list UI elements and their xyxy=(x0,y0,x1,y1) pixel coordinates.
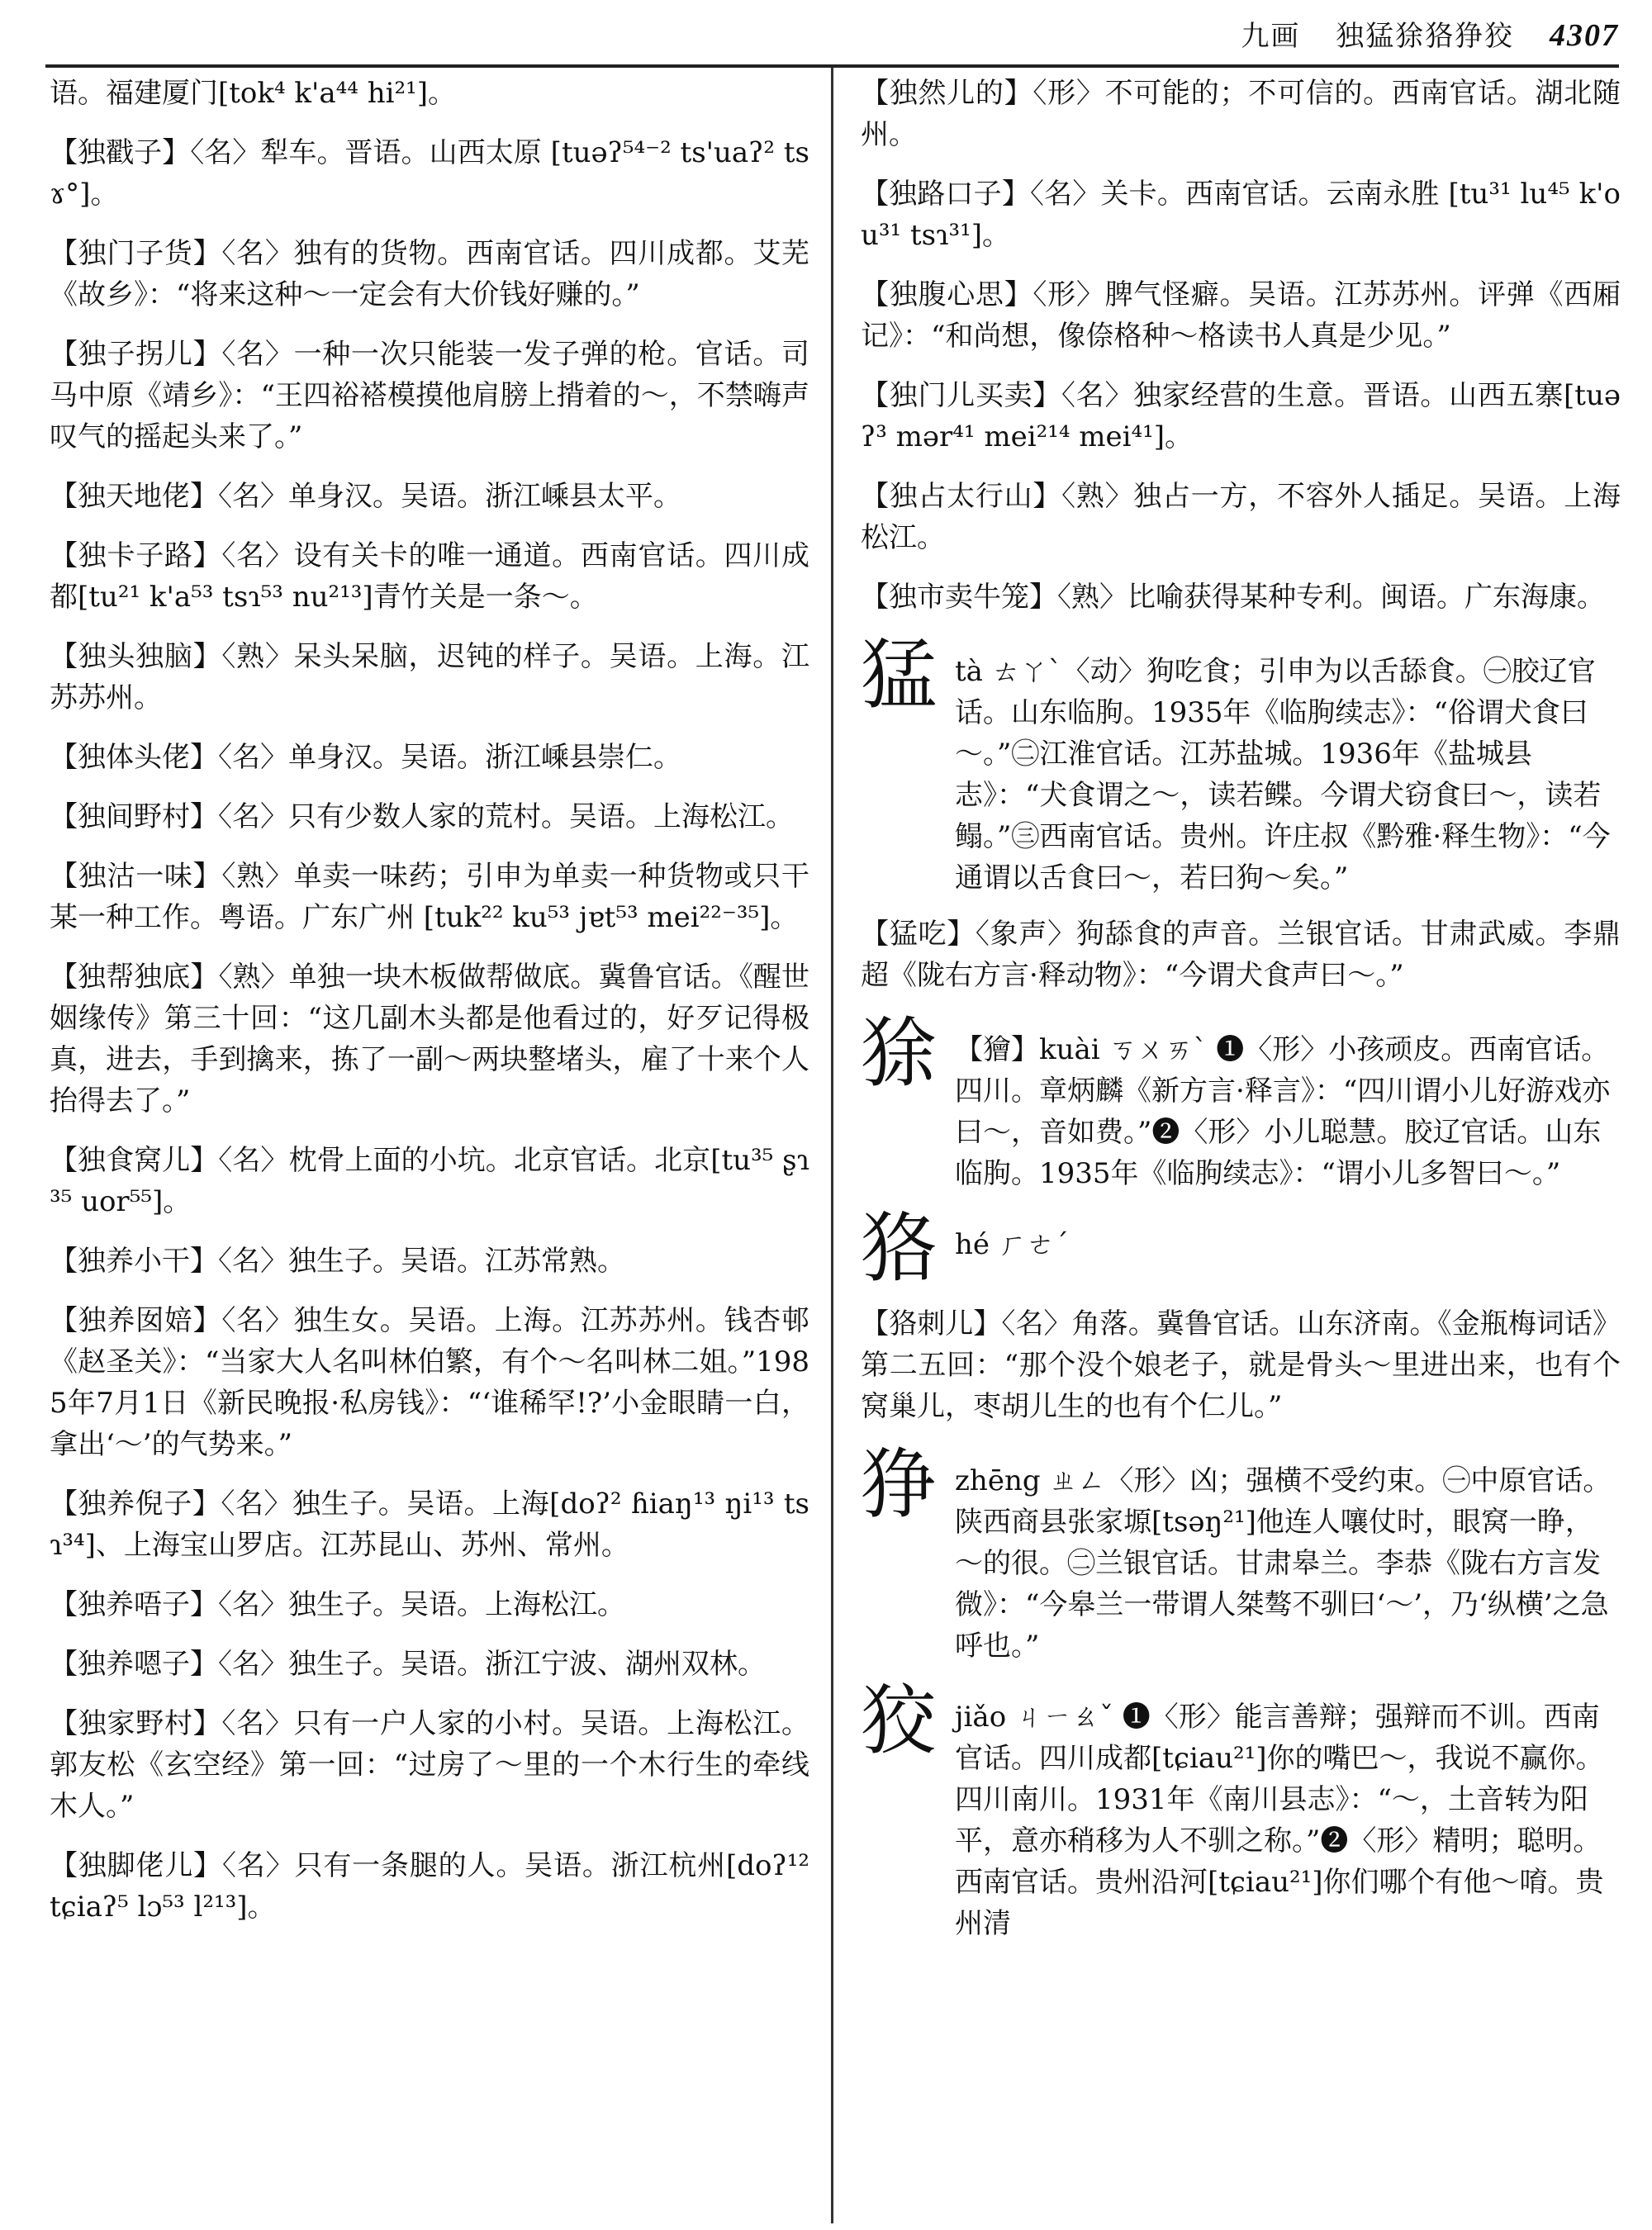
entry: 【独卡子路】〈名〉设有关卡的唯一通道。西南官话。四川成都[tu²¹ k'a⁵³ tsɿ⁵³ nu²¹³]青竹关是一条～。 xyxy=(50,539,809,614)
right-column xyxy=(861,73,1621,1959)
column-divider xyxy=(831,68,833,2223)
char-entry xyxy=(861,1440,1621,1667)
entry: 【独沽一味】〈熟〉单卖一味药；引申为单卖一种货物或只干某一种工作。粤语。广东广州 [tuk²² ku⁵³ jɐt⁵³ mei²²⁻³⁵]。 xyxy=(50,860,809,934)
entry: 【独头独脑】〈熟〉呆头呆脑，迟钝的样子。吴语。上海。江苏苏州。 xyxy=(50,640,809,714)
page-number: 4307 xyxy=(1550,18,1619,53)
char-definition: zhēng ㄓㄥ〈形〉凶；强横不受约束。㊀中原官话。陕西商县张家塬[tsəŋ²¹]他连人嚷仗时，眼窝一睁，～的很。㊁兰银官话。甘肃皋兰。李恭《陇右方言发微》：“今皋兰一带谓人桀骜不驯曰‘～’，乃‘纵横’之急呼也。” xyxy=(955,1464,1612,1663)
entry: 【独养倪子】〈名〉独生子。吴语。上海[doʔ² ɦiaŋ¹³ ŋi¹³ tsɿ³⁴]、上海宝山罗店。江苏昆山、苏州、常州。 xyxy=(50,1487,809,1562)
entry: 【独然儿的】〈形〉不可能的；不可信的。西南官话。湖北随州。 xyxy=(861,77,1621,151)
char-entry xyxy=(861,631,1621,899)
entry: 【独养嗯子】〈名〉独生子。吴语。浙江宁波、湖州双林。 xyxy=(50,1648,766,1681)
entry: 【独食窝儿】〈名〉枕骨上面的小坑。北京官话。北京[tu³⁵ ʂɿ³⁵ uor⁵⁵]。 xyxy=(50,1144,809,1218)
entry: 【独养唔子】〈名〉独生子。吴语。上海松江。 xyxy=(50,1588,625,1621)
header-chars: 独猛狳狢狰狡 xyxy=(1336,20,1515,53)
left-column xyxy=(50,73,809,1946)
entry: 【独养囡婄】〈名〉独生女。吴语。上海。江苏苏州。钱杏邨《赵圣关》：“当家大人名叫林伯繁，有个～名叫林二姐。”1985年7月1日《新民晚报·私房钱》：“‘谁稀罕!?’小金眼睛一白，拿出‘～’的气势来。” xyxy=(50,1304,809,1461)
entry: 【独养小干】〈名〉独生子。吴语。江苏常熟。 xyxy=(50,1245,625,1278)
entry: 【独帮独底】〈熟〉单独一块木板做帮做底。冀鲁官话。《醒世姻缘传》第三十回：“这几副木头都是他看过的，好歹记得极真，进去，手到擒来，拣了一副～两块整堵头，雇了十来个人抬得去了。” xyxy=(50,961,809,1117)
entry: 【独间野村】〈名〉只有少数人家的荒村。吴语。上海松江。 xyxy=(50,800,794,833)
entry: 语。福建厦门[tok⁴ k'a⁴⁴ hi²¹]。 xyxy=(50,77,457,110)
char-entry xyxy=(861,1677,1621,1944)
section-label: 九画 xyxy=(1241,20,1301,53)
entry: 【独家野村】〈名〉只有一户人家的小村。吴语。上海松江。郭友松《玄空经》第一回：“过房了～里的一个木行生的牵线木人。” xyxy=(50,1707,809,1823)
headword-char: 狡 xyxy=(861,1677,938,1765)
entry: 【独门子货】〈名〉独有的货物。西南官话。四川成都。艾芜《故乡》：“将来这种～一定会有大价钱好赚的。” xyxy=(50,237,809,311)
entry: 【独体头佬】〈名〉单身汉。吴语。浙江嵊县崇仁。 xyxy=(50,741,681,774)
entry: 【狢刺儿】〈名〉角落。冀鲁官话。山东济南。《金瓶梅词话》第二五回：“那个没个娘老子，就是骨头～里进出来，也有个窝巢儿，枣胡儿生的也有个仁儿。” xyxy=(861,1307,1621,1423)
entry: 【独门儿买卖】〈名〉独家经营的生意。晋语。山西五寨[tuəʔ³ mər⁴¹ mei²¹⁴ mei⁴¹]。 xyxy=(861,379,1621,453)
char-entry xyxy=(861,1009,1621,1194)
char-definition: tà ㄊㄚˋ〈动〉狗吃食；引申为以舌舔食。㊀胶辽官话。山东临朐。1935年《临朐续志》：“俗谓犬食曰～。”㊁江淮官话。江苏盐城。1936年《盐城县志》：“犬食谓之～，读若鲽。今谓犬窃食曰～，读若鳎。”㊂西南官话。贵州。许庄叔《黔雅·释生物》：“今通谓以舌食曰～，若曰狗～矣。” xyxy=(955,655,1611,894)
entry: 【独腹心思】〈形〉脾气怪癖。吴语。江苏苏州。评弹《西厢记》：“和尚想，像倷格种～格读书人真是少见。” xyxy=(861,278,1621,353)
entry: 【独子拐儿】〈名〉一种一次只能装一发子弹的枪。官话。司马中原《靖乡》：“王四裕褡模摸他肩膀上揹着的～，不禁嗨声叹气的摇起头来了。” xyxy=(50,338,809,453)
char-definition: hé ㄏㄜˊ xyxy=(955,1228,1069,1261)
entry: 【猛吃】〈象声〉狗舔食的声音。兰银官话。甘肃武威。李鼎超《陇右方言·释动物》：“今谓犬食声曰～。” xyxy=(861,918,1621,992)
char-entry xyxy=(861,1204,1621,1293)
entry: 【独占太行山】〈熟〉独占一方，不容外人插足。吴语。上海松江。 xyxy=(861,480,1621,554)
page-header xyxy=(45,0,1619,66)
entry: 【独市卖牛笼】〈熟〉比喻获得某种专利。闽语。广东海康。 xyxy=(861,581,1605,614)
entry: 【独戳子】〈名〉犁车。晋语。山西太原 [tuəʔ⁵⁴⁻² ts'uaʔ² tsɤ°]。 xyxy=(50,136,809,211)
char-definition: 【獪】kuài ㄎㄨㄞˋ ❶〈形〉小孩顽皮。西南官话。四川。章炳麟《新方言·释言》：“四川谓小儿好游戏亦曰～，音如费。”❷〈形〉小儿聪慧。胶辽官话。山东临朐。1935年《临朐续志》：“谓小儿多智曰～。” xyxy=(955,1033,1611,1190)
headword-char: 狢 xyxy=(861,1204,938,1293)
headword-char: 狳 xyxy=(861,1009,938,1098)
running-head xyxy=(1216,13,1619,54)
entry: 【独路口子】〈名〉关卡。西南官话。云南永胜 [tu³¹ lu⁴⁵ k'ou³¹ tsɿ³¹]。 xyxy=(861,178,1621,252)
entry: 【独脚佬儿】〈名〉只有一条腿的人。吴语。浙江杭州[doʔ¹² tɕiaʔ⁵ lɔ⁵³ l²¹³]。 xyxy=(50,1849,809,1924)
headword-char: 狰 xyxy=(861,1440,938,1529)
headword-char: 猛 xyxy=(861,631,938,719)
char-definition: jiǎo ㄐㄧㄠˇ ❶〈形〉能言善辩；强辩而不训。西南官话。四川成都[tɕiau²¹]你的嘴巴～，我说不赢你。四川南川。1931年《南川县志》：“～，土音转为阳平，意亦稍移为人不驯之称。”❷〈形〉精明；聪明。西南官话。贵州沿河[tɕiau²¹]你们哪个有他～唷。贵州清 xyxy=(955,1701,1604,1940)
entry: 【独天地佬】〈名〉单身汉。吴语。浙江嵊县太平。 xyxy=(50,480,681,513)
